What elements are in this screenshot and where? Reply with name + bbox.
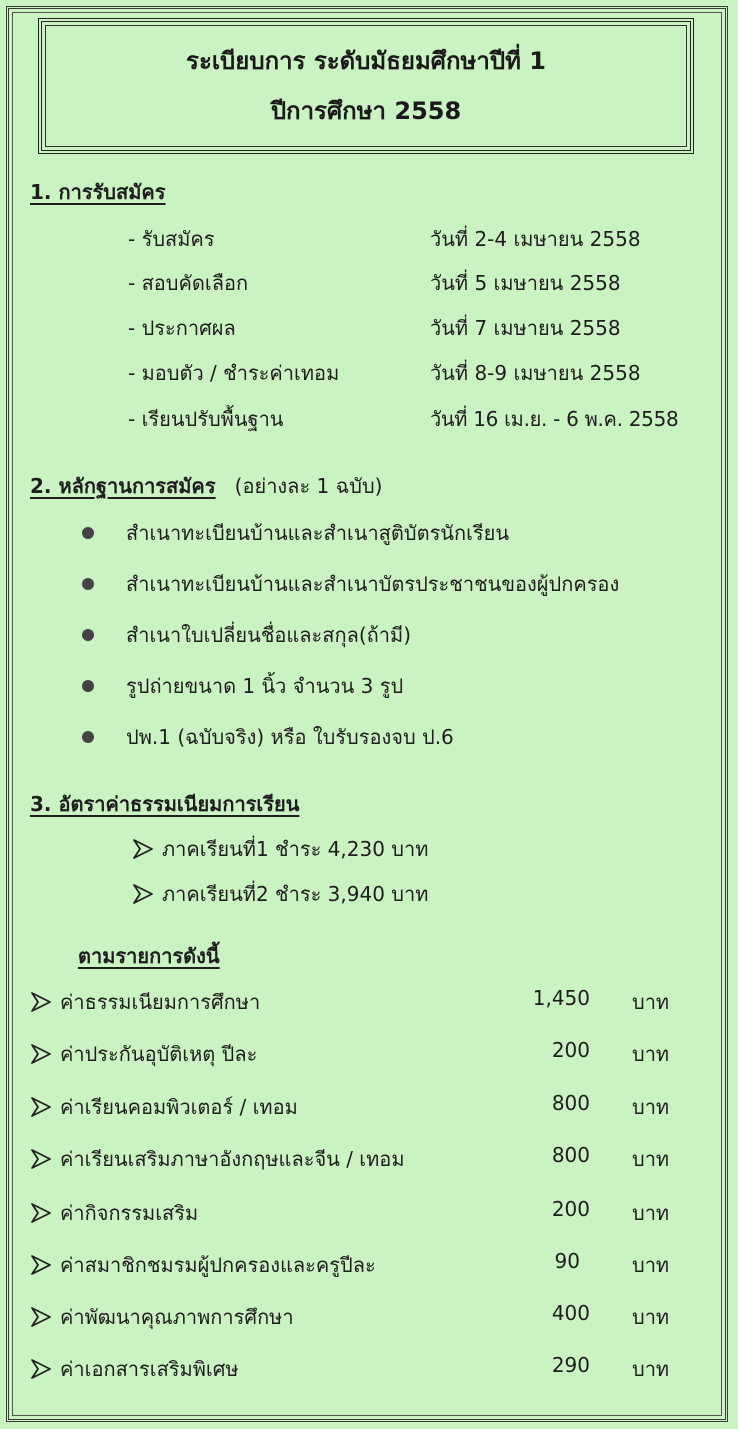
fee-item-unit: บาท (632, 1305, 670, 1329)
registration-item-date: วันที่ 5 เมษายน 2558 (430, 271, 621, 295)
fee-item-unit: บาท (632, 1095, 670, 1119)
registration-item-label: - สอบคัดเลือก (128, 271, 249, 295)
document-item (82, 619, 411, 651)
document-item-text: สำเนาใบเปลี่ยนชื่อและสกุล(ถ้ามี) (126, 623, 411, 647)
bullet-icon (82, 731, 94, 743)
fee-item-label: ค่าเอกสารเสริมพิเศษ (60, 1357, 239, 1381)
fee-item-amount: 90 (554, 1249, 580, 1273)
registration-heading: 1. การรับสมัคร (30, 180, 166, 204)
arrow-icon (30, 1254, 52, 1276)
fee-item (30, 1249, 376, 1281)
arrow-icon (132, 838, 154, 860)
document-item (82, 517, 509, 549)
document-item-text: ปพ.1 (ฉบับจริง) หรือ ใบรับรองจบ ป.6 (126, 725, 454, 749)
fee-item-unit: บาท (632, 1201, 670, 1225)
fee-item (30, 1197, 198, 1229)
bullet-icon (82, 680, 94, 692)
arrow-icon (30, 1202, 52, 1224)
fee-item-amount: 200 (551, 1197, 590, 1221)
registration-item-label: - มอบตัว / ชำระค่าเทอม (128, 361, 340, 385)
registration-item-date: วันที่ 16 เม.ย. - 6 พ.ค. 2558 (430, 407, 679, 431)
fee-item-label: ค่าประกันอุบัติเหตุ ปีละ (60, 1042, 258, 1066)
arrow-icon (30, 1096, 52, 1118)
title-line-1: ระเบียบการ ระดับมัธยมศึกษาปีที่ 1 (186, 47, 546, 75)
fee-item-label: ค่าธรรมเนียมการศึกษา (60, 990, 261, 1014)
fee-item-label: ค่าเรียนเสริมภาษาอังกฤษและจีน / เทอม (60, 1147, 405, 1171)
semester-fee (132, 833, 428, 865)
document-item (82, 670, 403, 702)
registration-item-date: วันที่ 8-9 เมษายน 2558 (430, 361, 641, 385)
bullet-icon (82, 629, 94, 641)
fee-item-label: ค่าพัฒนาคุณภาพการศึกษา (60, 1305, 294, 1329)
registration-item-date: วันที่ 2-4 เมษายน 2558 (430, 227, 641, 251)
fee-item-amount: 200 (551, 1038, 590, 1062)
bullet-icon (82, 527, 94, 539)
document-item (82, 568, 619, 600)
fee-item-amount: 400 (551, 1301, 590, 1325)
document-item-text: สำเนาทะเบียนบ้านและสำเนาบัตรประชาชนของผู้ปกครอง (126, 572, 620, 596)
fee-item-amount: 800 (551, 1091, 590, 1115)
fee-item-label: ค่าเรียนคอมพิวเตอร์ / เทอม (60, 1095, 298, 1119)
fee-item-unit: บาท (632, 1357, 670, 1381)
arrow-icon (30, 1043, 52, 1065)
semester-fee-text: ภาคเรียนที่1 ชำระ 4,230 บาท (162, 837, 429, 861)
arrow-icon (132, 883, 154, 905)
fee-item-amount: 290 (551, 1353, 590, 1377)
fee-item-amount: 1,450 (532, 986, 590, 1010)
fee-item-unit: บาท (632, 1042, 670, 1066)
document-item (82, 721, 454, 753)
arrow-icon (30, 991, 52, 1013)
breakdown-heading: ตามรายการดังนี้ (78, 944, 220, 968)
fee-item-label: ค่าสมาชิกชมรมผู้ปกครองและครูปีละ (60, 1253, 376, 1277)
fee-item-unit: บาท (632, 1147, 670, 1171)
semester-fee (132, 878, 428, 910)
arrow-icon (30, 1306, 52, 1328)
semester-fee-text: ภาคเรียนที่2 ชำระ 3,940 บาท (162, 882, 429, 906)
registration-item-label: - เรียนปรับพื้นฐาน (128, 407, 284, 431)
fee-item-amount: 800 (551, 1143, 590, 1167)
fee-item (30, 986, 260, 1018)
documents-note: (อย่างละ 1 ฉบับ) (234, 474, 383, 498)
fee-item (30, 1353, 239, 1385)
fees-heading: 3. อัตราค่าธรรมเนียมการเรียน (30, 792, 300, 816)
fee-item (30, 1091, 298, 1123)
title-line-2: ปีการศึกษา 2558 (270, 97, 462, 125)
registration-item-date: วันที่ 7 เมษายน 2558 (430, 316, 621, 340)
documents-heading: 2. หลักฐานการสมัคร (30, 474, 216, 498)
documents-heading-row (30, 470, 382, 502)
fee-item-unit: บาท (632, 1253, 670, 1277)
title-box (38, 18, 694, 154)
fee-item-unit: บาท (632, 990, 670, 1014)
bullet-icon (82, 578, 94, 590)
registration-item-label: - รับสมัคร (128, 227, 215, 251)
fee-item (30, 1143, 405, 1175)
document-item-text: สำเนาทะเบียนบ้านและสำเนาสูติบัตรนักเรียน (126, 521, 510, 545)
fee-item (30, 1301, 294, 1333)
arrow-icon (30, 1148, 52, 1170)
fee-item-label: ค่ากิจกรรมเสริม (60, 1201, 199, 1225)
registration-item-label: - ประกาศผล (128, 316, 236, 340)
document-item-text: รูปถ่ายขนาด 1 นิ้ว จำนวน 3 รูป (126, 674, 404, 698)
fee-item (30, 1038, 257, 1070)
arrow-icon (30, 1358, 52, 1380)
